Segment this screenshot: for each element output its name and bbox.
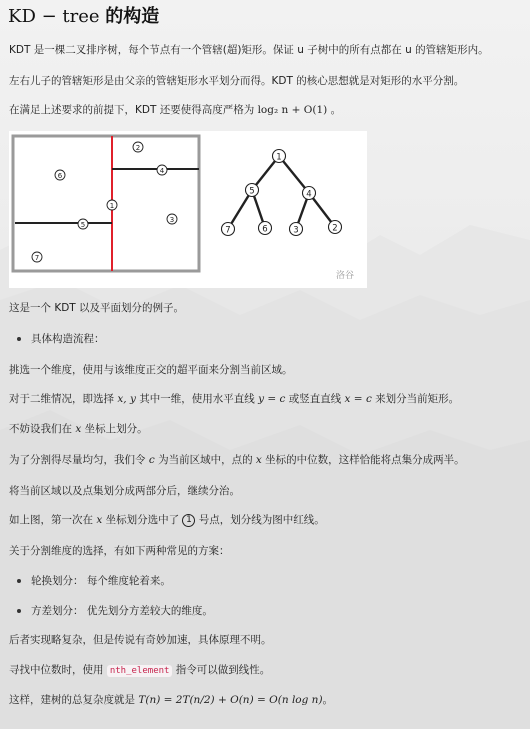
svg-text:3: 3 [293, 225, 299, 236]
heading-chinese: 的构造 [105, 6, 160, 27]
svg-text:4: 4 [306, 189, 312, 200]
bullet-item-1: 具体构造流程： [31, 333, 105, 345]
p6-text-c: 或竖直直线 [285, 393, 345, 405]
bullet-dot-2 [17, 579, 21, 583]
paragraph-9: 将当前区域以及点集划分成两部分后，继续分治。 [9, 485, 240, 497]
p7-text-b: 坐标上划分。 [81, 423, 148, 435]
nth-element-code: nth_element [107, 665, 173, 677]
tree-node-7 [222, 223, 235, 236]
p7-math-x: x [75, 423, 82, 435]
tree-node-4 [303, 187, 316, 200]
p7-text-a: 不妨设我们在 [9, 423, 76, 435]
p6-text-d: 来划分当前矩形。 [371, 393, 460, 405]
tree-node-1 [273, 150, 286, 163]
paragraph-12: 后者实现略复杂，但是传说有奇妙加速，具体原理不明。 [9, 634, 272, 646]
p14-math-complexity: T(n) = 2T(n/2) + O(n) = O(n log n) [138, 694, 323, 706]
bullet-item-3: 方差划分： 优先划分方差较大的维度。 [31, 605, 213, 617]
p14-text-b: 。 [322, 694, 334, 706]
paragraph-2: 左右儿子的管辖矩形是由父亲的管辖矩形水平划分而得。KDT 的核心思想就是对矩形的水平分割。 [9, 75, 465, 87]
region-point-4 [157, 165, 167, 175]
svg-text:5: 5 [249, 186, 255, 197]
svg-text:2: 2 [135, 144, 141, 152]
section-heading [8, 6, 159, 28]
p3-math: log₂ n + O(1) [257, 104, 328, 116]
paragraph-1: KDT 是一棵二叉排序树，每个节点有一个管辖(超)矩形。保证 u 子树中的所有点都在 u 的管辖矩形内。 [9, 44, 489, 56]
paragraph-3 [9, 103, 341, 117]
paragraph-6 [9, 392, 459, 406]
svg-text:6: 6 [57, 172, 63, 180]
region-point-7 [32, 252, 42, 262]
svg-text:1: 1 [276, 152, 282, 163]
heading-latin: KD − tree [8, 6, 100, 27]
svg-text:5: 5 [80, 221, 86, 229]
region-point-3 [167, 214, 177, 224]
paragraph-5: 挑选一个维度，使用与该维度正交的超平面来分割当前区域。 [9, 364, 293, 376]
p13-text-a: 寻找中位数时，使用 [9, 664, 107, 676]
svg-text:7: 7 [34, 254, 40, 262]
p3-tail: 。 [327, 104, 342, 116]
region-point-5 [78, 219, 88, 229]
paragraph-4: 这是一个 KDT 以及平面划分的例子。 [9, 302, 185, 314]
tree-edges [228, 156, 335, 229]
region-point-1 [107, 200, 117, 210]
tree-node-5 [246, 184, 259, 197]
p14-text-a: 这样，建树的总复杂度就是 [9, 694, 139, 706]
paragraph-13 [9, 663, 270, 678]
region-point-2 [133, 142, 143, 152]
p8-math-c: c [148, 454, 155, 466]
region-point-6 [55, 170, 65, 180]
kd-tree-diagram [9, 131, 367, 288]
kd-tree-figure [9, 131, 367, 288]
paragraph-7 [9, 422, 148, 436]
p3-text: 在满足上述要求的前提下，KDT 还要使得高度严格为 [9, 104, 258, 116]
p8-text-c: 坐标的中位数，这样恰能将点集分成两半。 [261, 454, 465, 466]
p6-math-xy: x, y [117, 393, 136, 405]
plane-frame [13, 136, 199, 271]
svg-text:6: 6 [262, 224, 268, 235]
bullet-dot-3 [17, 609, 21, 613]
paragraph-8 [9, 453, 465, 467]
p8-text-a: 为了分割得尽量均匀，我们令 [9, 454, 149, 466]
luogu-watermark: 洛谷 [336, 271, 355, 281]
bullet-dot-1 [17, 337, 21, 341]
p8-math-x: x [255, 454, 262, 466]
p10-text-a: 如上图，第一次在 [9, 514, 97, 526]
p6-math-x-eq-c: x = c [344, 393, 372, 405]
p10-text-b: 坐标划分选中了 [102, 514, 183, 526]
paragraph-11: 关于分割维度的选择，有如下两种常见的方案： [9, 545, 230, 557]
circled-1: 1 [182, 514, 195, 527]
p6-text-a: 对于二维情况，即选择 [9, 393, 118, 405]
tree-node-6 [259, 222, 272, 235]
p10-math-x: x [96, 514, 103, 526]
p6-text-b: 其中一维，使用水平直线 [135, 393, 259, 405]
paragraph-14 [9, 693, 333, 707]
p10-text-c: 号点，划分线为图中红线。 [195, 514, 325, 526]
tree-node-3 [290, 223, 303, 236]
svg-text:3: 3 [169, 216, 175, 224]
p8-text-b: 为当前区域中，点的 [154, 454, 256, 466]
svg-text:1: 1 [109, 202, 115, 210]
p13-text-b: 指令可以做到线性。 [172, 664, 271, 676]
svg-text:4: 4 [159, 167, 165, 175]
bullet-item-2: 轮换划分： 每个维度轮着来。 [31, 575, 171, 587]
tree-node-2 [329, 221, 342, 234]
paragraph-10 [9, 513, 325, 527]
p6-math-y-eq-c: y = c [258, 393, 286, 405]
svg-text:7: 7 [225, 225, 231, 236]
svg-text:2: 2 [332, 223, 338, 234]
